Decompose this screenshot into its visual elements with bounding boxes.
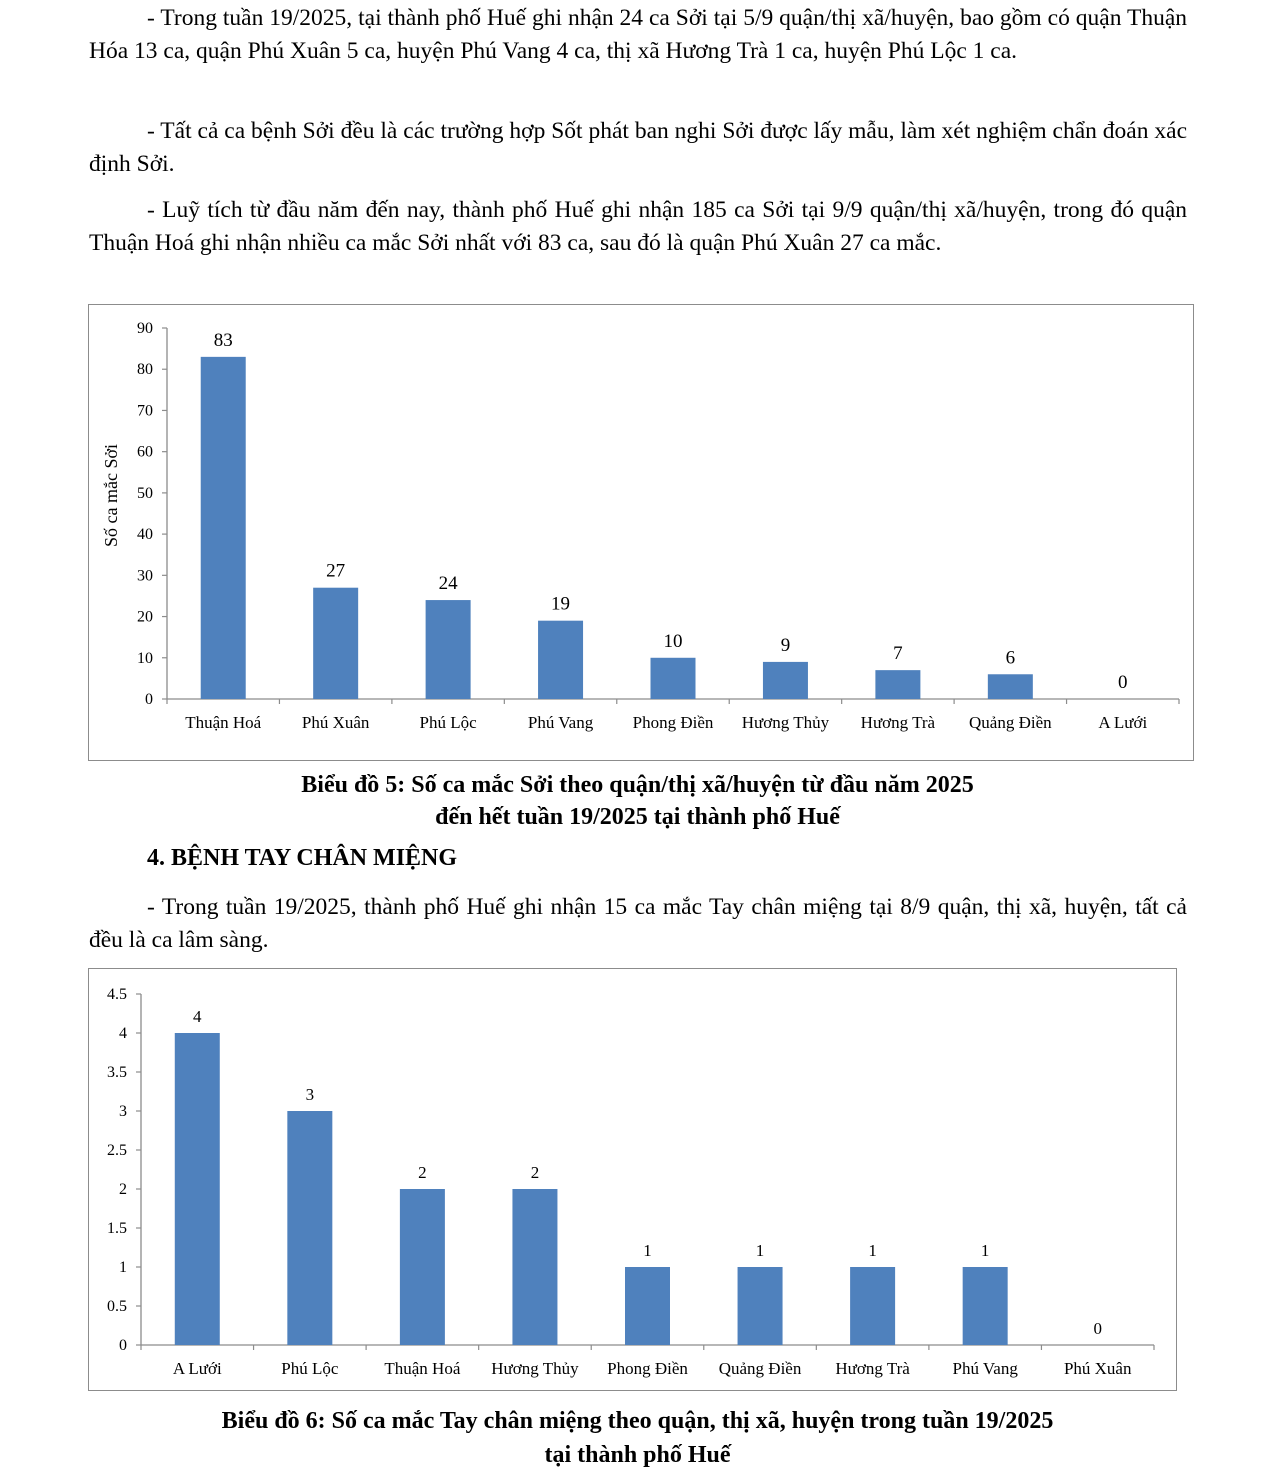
data-label: 7: [893, 643, 903, 665]
category-label: Quảng Điền: [718, 1359, 802, 1378]
category-label: Phong Điền: [607, 1359, 688, 1378]
category-label: Phú Lộc: [419, 713, 477, 732]
data-label: 6: [1005, 647, 1016, 669]
category-label: Phú Vang: [952, 1359, 1018, 1378]
data-label: 1: [643, 1241, 652, 1260]
bar-8: [988, 674, 1033, 699]
chart-5-frame: [88, 304, 1194, 761]
section-heading: 4. BỆNH TAY CHÂN MIỆNG: [147, 845, 458, 871]
bar-2: [287, 1111, 332, 1345]
category-label: Phú Lộc: [281, 1359, 339, 1378]
bar-2: [313, 588, 358, 699]
data-label: 0: [1093, 1319, 1102, 1338]
category-label: Hương Thủy: [491, 1359, 579, 1378]
category-label: Quảng Điền: [969, 713, 1052, 732]
category-label: Hương Trà: [835, 1359, 910, 1378]
y-tick-label: 40: [137, 526, 153, 544]
bar-7: [875, 670, 920, 699]
y-tick-label: 0: [145, 691, 153, 708]
category-label: Thuận Hoá: [185, 713, 262, 732]
paragraph-hfmd-week: - Trong tuần 19/2025, thành phố Huế ghi nhận 15 ca mắc Tay chân miệng tại 8/9 quận, thị xã, huyện, tất cả đều là ca lâm sàng.: [89, 894, 1187, 953]
data-label: 9: [780, 634, 791, 656]
category-label: A Lưới: [1098, 713, 1148, 732]
category-label: Hương Trà: [860, 713, 936, 732]
chart-6-frame: [88, 968, 1177, 1391]
category-label: Phong Điền: [632, 713, 714, 732]
chart-5-caption-line-2: đến hết tuần 19/2025 tại thành phố Huế: [435, 804, 840, 830]
category-label: Hương Thủy: [741, 713, 830, 732]
data-label: 10: [663, 630, 683, 652]
bar-6: [763, 662, 808, 699]
y-tick-label: 3: [119, 1103, 127, 1120]
data-label: 1: [980, 1241, 990, 1260]
bar-1: [201, 357, 246, 699]
chart-5-caption-line-1: Biểu đồ 5: Số ca mắc Sởi theo quận/thị xã/huyện từ đầu năm 2025: [301, 772, 974, 798]
y-tick-label: 60: [137, 443, 153, 461]
y-axis-title: Số ca mắc Sởi: [101, 444, 121, 547]
data-label: 27: [326, 560, 346, 582]
y-tick-label: 0: [119, 1337, 127, 1354]
data-label: 4: [193, 1007, 202, 1026]
bar-7: [850, 1267, 895, 1345]
bar-8: [963, 1267, 1008, 1345]
y-tick-label: 1: [119, 1259, 127, 1276]
y-tick-label: 2: [119, 1181, 127, 1198]
data-label: 83: [213, 329, 233, 351]
chart-6-caption-line-1: Biểu đồ 6: Số ca mắc Tay chân miệng theo quận, thị xã, huyện trong tuần 19/2025: [221, 1408, 1054, 1434]
bar-3: [426, 600, 471, 699]
y-tick-label: 50: [137, 484, 153, 502]
y-tick-label: 4.5: [107, 986, 127, 1003]
y-tick-label: 30: [137, 567, 153, 585]
y-tick-label: 2.5: [107, 1142, 127, 1159]
paragraph-cumulative: - Luỹ tích từ đầu năm đến nay, thành phố Huế ghi nhận 185 ca Sởi tại 9/9 quận/thị xã/huyện, trong đó quận Thuận Hoá ghi nhận nhiều ca mắc Sởi nhất với 83 ca, sau đó là quận Phú Xuân 27 ca mắc.: [89, 197, 1187, 256]
bar-4: [538, 621, 583, 699]
bar-5: [651, 658, 696, 699]
y-tick-label: 70: [137, 402, 153, 420]
chart-5-measles: [89, 305, 1193, 760]
y-tick-label: 3.5: [107, 1064, 127, 1081]
category-label: Phú Xuân: [301, 713, 370, 732]
category-label: Phú Xuân: [1063, 1359, 1132, 1378]
chart-6-caption-line-2: tại thành phố Huế: [544, 1442, 731, 1468]
data-label: 19: [551, 593, 571, 615]
y-tick-label: 10: [137, 649, 153, 667]
category-label: A Lưới: [172, 1359, 222, 1378]
data-label: 2: [530, 1163, 540, 1182]
bar-3: [400, 1189, 445, 1345]
y-tick-label: 80: [137, 361, 153, 379]
y-tick-label: 0.5: [107, 1298, 127, 1315]
category-label: Phú Vang: [527, 713, 594, 732]
data-label: 3: [305, 1085, 315, 1104]
paragraph-lab-confirmed: - Tất cả ca bệnh Sởi đều là các trường hợp Sốt phát ban nghi Sởi được lấy mẫu, làm xét nghiệm chẩn đoán xác định Sởi.: [89, 118, 1187, 177]
data-label: 1: [755, 1241, 765, 1260]
y-tick-label: 20: [137, 608, 153, 626]
chart-6-hfmd: [89, 969, 1176, 1390]
category-label: Thuận Hoá: [384, 1359, 461, 1378]
data-label: 2: [418, 1163, 427, 1182]
bar-5: [625, 1267, 670, 1345]
bar-6: [738, 1267, 783, 1345]
y-tick-label: 4: [119, 1025, 127, 1042]
paragraph-week-cases: - Trong tuần 19/2025, tại thành phố Huế ghi nhận 24 ca Sởi tại 5/9 quận/thị xã/huyện, bao gồm có quận Thuận Hóa 13 ca, quận Phú Xuân 5 ca, huyện Phú Vang 4 ca, thị xã Hương Trà 1 ca, huyện Phú Lộc 1 ca.: [89, 5, 1187, 64]
bar-1: [175, 1033, 220, 1345]
y-tick-label: 1.5: [107, 1220, 127, 1237]
y-tick-label: 90: [137, 320, 153, 337]
bar-4: [512, 1189, 557, 1345]
data-label: 0: [1118, 672, 1128, 693]
data-label: 24: [438, 573, 458, 595]
data-label: 1: [868, 1241, 877, 1260]
